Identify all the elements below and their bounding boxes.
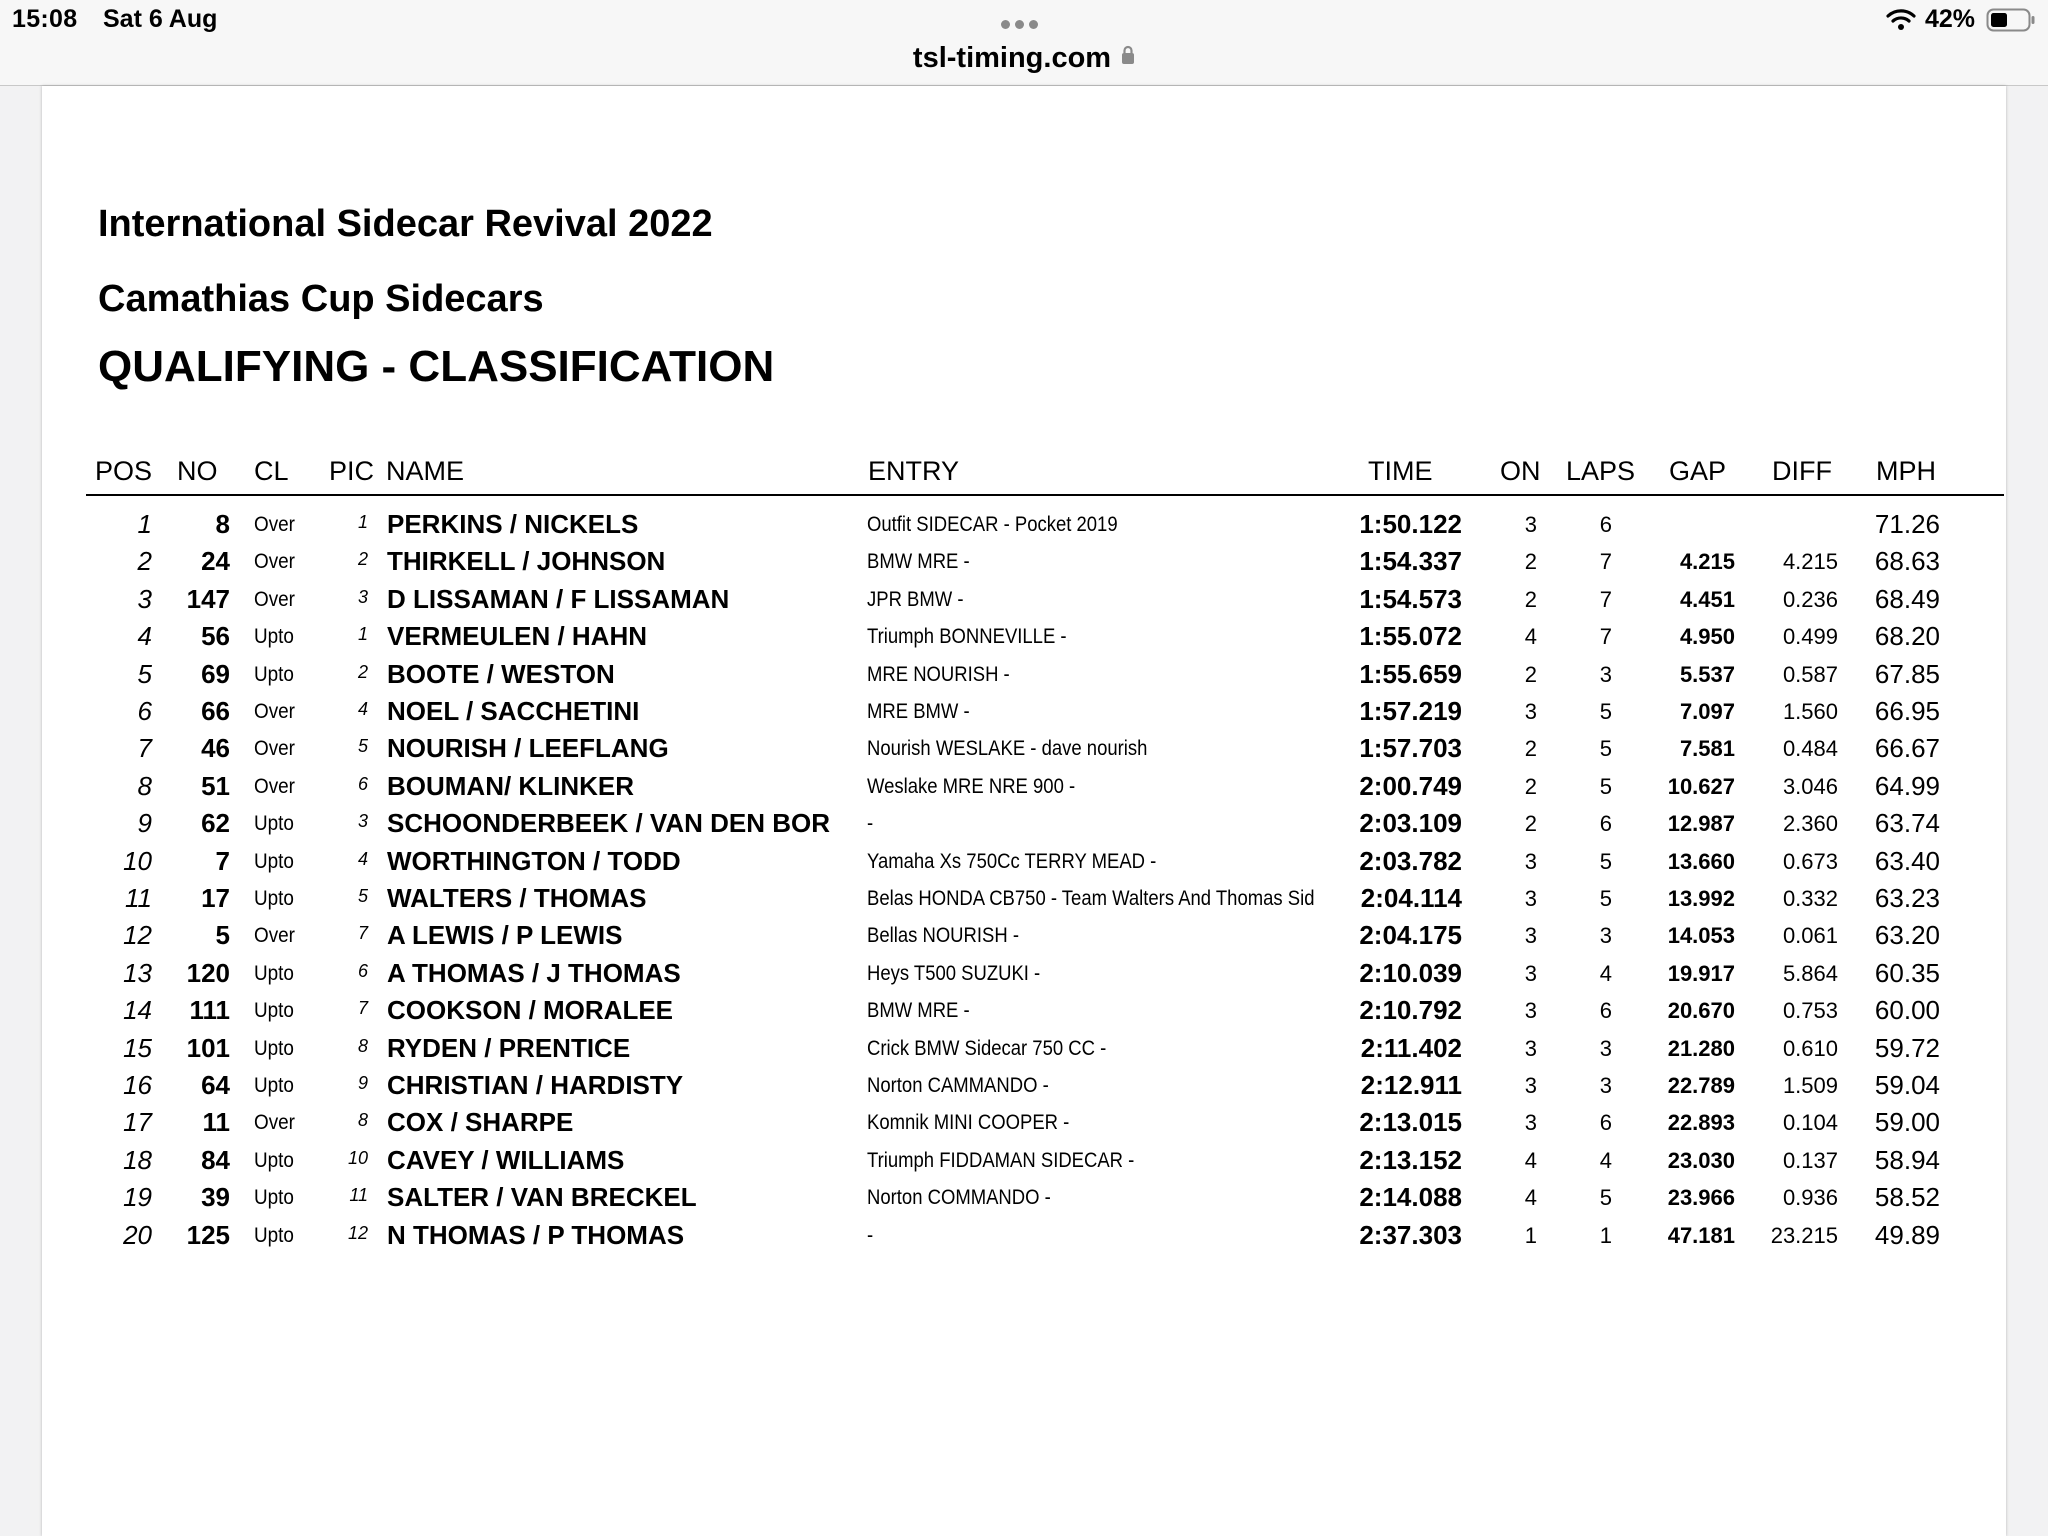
table-row <box>42 621 2006 658</box>
cell-name: BOOTE / WESTON <box>387 658 615 689</box>
cell-laps: 3 <box>1599 923 1612 949</box>
cell-on: 4 <box>1524 624 1537 650</box>
table-row <box>42 696 2006 733</box>
cell-cl: Over <box>254 700 295 723</box>
cell-cl: Upto <box>254 625 294 649</box>
cell-diff: 0.137 <box>1782 1147 1838 1173</box>
header-mph: MPH <box>1876 456 1936 486</box>
cell-pos: 6 <box>137 696 152 726</box>
cell-on: 4 <box>1524 1147 1537 1173</box>
cell-mph: 49.89 <box>1874 1219 1940 1250</box>
cell-on: 1 <box>1524 1222 1537 1248</box>
cell-gap: 4.950 <box>1679 624 1735 650</box>
cell-mph: 58.52 <box>1874 1182 1940 1213</box>
cell-diff: 3.046 <box>1782 773 1838 799</box>
cell-name: A LEWIS / P LEWIS <box>387 920 623 951</box>
cell-pos: 13 <box>123 957 152 988</box>
cell-pic: 9 <box>357 1073 368 1093</box>
header-cl: CL <box>254 456 289 486</box>
more-options-icon[interactable] <box>1001 20 1038 29</box>
cell-gap: 23.966 <box>1667 1185 1735 1211</box>
cell-gap: 19.917 <box>1667 960 1735 986</box>
cell-pos: 16 <box>123 1070 152 1100</box>
cell-name: N THOMAS / P THOMAS <box>387 1219 685 1250</box>
cell-name: NOURISH / LEEFLANG <box>387 733 669 764</box>
cell-entry: Norton CAMMANDO - <box>867 1074 1049 1097</box>
cell-time: 1:57.219 <box>1359 696 1462 726</box>
cell-diff: 0.587 <box>1782 661 1838 687</box>
cell-diff: 4.215 <box>1782 549 1838 575</box>
cell-gap: 7.581 <box>1679 736 1735 762</box>
cell-name: THIRKELL / JOHNSON <box>387 546 666 577</box>
cell-no: 69 <box>201 658 230 689</box>
cell-on: 2 <box>1524 736 1537 762</box>
table-row <box>42 1033 2006 1070</box>
cell-pos: 4 <box>137 621 152 652</box>
header-entry: ENTRY <box>868 456 960 486</box>
battery-icon <box>1986 8 2036 37</box>
cell-time: 2:04.114 <box>1360 883 1462 913</box>
cell-pic: 8 <box>357 1035 368 1056</box>
cell-pic: 12 <box>347 1222 368 1243</box>
cell-diff: 0.332 <box>1782 886 1838 911</box>
cell-cl: Over <box>254 1111 295 1135</box>
cell-mph: 60.35 <box>1874 957 1940 988</box>
cell-mph: 59.00 <box>1874 1107 1940 1138</box>
cell-pic: 8 <box>357 1110 368 1131</box>
event-title: International Sidecar Revival 2022 <box>98 203 713 245</box>
cell-diff: 0.061 <box>1782 923 1838 949</box>
cell-cl: Upto <box>254 1036 294 1060</box>
cell-on: 3 <box>1524 1073 1537 1098</box>
cell-cl: Over <box>254 587 295 611</box>
cell-cl: Upto <box>254 662 294 686</box>
cell-mph: 67.85 <box>1874 658 1940 689</box>
cell-pos: 19 <box>123 1182 152 1213</box>
cell-pos: 7 <box>137 733 152 764</box>
cell-no: 56 <box>201 621 230 652</box>
cell-diff: 0.610 <box>1782 1035 1838 1061</box>
cell-no: 7 <box>215 845 230 876</box>
cell-name: VERMEULEN / HAHN <box>387 621 648 652</box>
cell-on: 2 <box>1524 586 1537 612</box>
cell-mph: 63.40 <box>1874 845 1940 876</box>
cell-diff: 0.936 <box>1782 1185 1838 1211</box>
cell-pos: 5 <box>137 658 152 689</box>
cell-entry: Triumph FIDDAMAN SIDECAR - <box>867 1148 1135 1172</box>
cell-time: 1:57.703 <box>1359 733 1462 764</box>
cell-pic: 10 <box>347 1147 368 1168</box>
cell-mph: 60.00 <box>1874 995 1940 1026</box>
cell-name: PERKINS / NICKELS <box>387 509 639 539</box>
cell-gap: 47.181 <box>1667 1222 1735 1248</box>
cell-time: 1:54.573 <box>1359 583 1462 614</box>
cell-mph: 59.72 <box>1874 1032 1940 1063</box>
cell-name: CHRISTIAN / HARDISTY <box>387 1070 684 1100</box>
cell-time: 2:13.152 <box>1359 1144 1462 1175</box>
table-row <box>42 733 2006 770</box>
cell-laps: 6 <box>1599 1110 1612 1136</box>
cell-pic: 5 <box>357 886 368 906</box>
cell-mph: 63.74 <box>1874 808 1940 839</box>
cell-mph: 59.04 <box>1874 1070 1940 1100</box>
cell-cl: Over <box>254 513 295 536</box>
header-gap: GAP <box>1669 456 1727 486</box>
cell-time: 2:03.109 <box>1359 808 1462 839</box>
cell-diff: 0.673 <box>1782 848 1838 874</box>
table-row <box>42 883 2006 920</box>
cell-gap: 7.097 <box>1679 699 1735 724</box>
cell-gap: 5.537 <box>1679 661 1735 687</box>
cell-pos: 11 <box>125 883 152 913</box>
cell-entry: JPR BMW - <box>867 587 964 611</box>
cell-laps: 5 <box>1599 699 1612 724</box>
cell-laps: 7 <box>1599 549 1612 575</box>
cell-time: 1:54.337 <box>1359 546 1462 577</box>
cell-mph: 68.63 <box>1874 546 1940 577</box>
cell-on: 3 <box>1524 848 1537 874</box>
cell-mph: 63.23 <box>1874 883 1940 913</box>
cell-cl: Upto <box>254 1186 294 1210</box>
status-time: 15:08 <box>12 5 78 33</box>
cell-cl: Upto <box>254 999 294 1023</box>
cell-name: BOUMAN/ KLINKER <box>387 770 634 801</box>
cell-name: COOKSON / MORALEE <box>387 995 674 1026</box>
header-pic: PIC <box>329 456 375 486</box>
table-row <box>42 1070 2006 1107</box>
session-title: QUALIFYING - CLASSIFICATION <box>98 342 775 391</box>
cell-gap: 21.280 <box>1667 1035 1735 1061</box>
cell-on: 3 <box>1524 886 1537 911</box>
cell-diff: 0.484 <box>1782 736 1838 762</box>
cell-time: 1:55.072 <box>1359 621 1462 652</box>
table-row <box>42 920 2006 957</box>
cell-name: NOEL / SACCHETINI <box>387 696 640 726</box>
cell-pos: 8 <box>137 770 152 801</box>
cell-diff: 0.499 <box>1782 624 1838 650</box>
cell-diff: 23.215 <box>1770 1222 1838 1248</box>
cell-diff: 2.360 <box>1782 811 1838 837</box>
header-divider <box>86 494 2004 496</box>
table-row <box>42 584 2006 621</box>
cell-pos: 17 <box>123 1107 152 1138</box>
cell-entry: - <box>867 812 874 836</box>
cell-diff: 0.236 <box>1782 586 1838 612</box>
cell-laps: 1 <box>1599 1222 1612 1248</box>
cell-diff: 1.509 <box>1782 1073 1838 1098</box>
cell-laps: 5 <box>1599 773 1612 799</box>
document-page <box>42 86 2006 1536</box>
cell-laps: 7 <box>1599 624 1612 650</box>
status-date: Sat 6 Aug <box>103 5 218 33</box>
cell-no: 8 <box>215 509 230 539</box>
cell-entry: BMW MRE - <box>867 550 970 574</box>
address-bar[interactable] <box>0 42 2048 75</box>
cell-diff: 0.753 <box>1782 998 1838 1024</box>
cell-time: 1:50.122 <box>1359 509 1462 539</box>
cell-no: 11 <box>202 1107 230 1138</box>
cell-no: 101 <box>186 1032 230 1063</box>
cell-pic: 5 <box>357 736 368 757</box>
cell-entry: Nourish WESLAKE - dave nourish <box>867 737 1148 761</box>
header-diff: DIFF <box>1772 456 1832 486</box>
cell-time: 2:10.792 <box>1359 995 1462 1026</box>
cell-cl: Over <box>254 737 295 761</box>
cell-cl: Over <box>254 774 295 798</box>
cell-diff: 1.560 <box>1782 699 1838 724</box>
header-time: TIME <box>1368 456 1433 486</box>
table-row <box>42 995 2006 1032</box>
cell-pic: 1 <box>357 624 368 645</box>
cell-mph: 58.94 <box>1874 1144 1940 1175</box>
table-row <box>42 1107 2006 1144</box>
cell-name: COX / SHARPE <box>387 1107 574 1138</box>
cell-time: 2:10.039 <box>1359 957 1462 988</box>
cell-pic: 6 <box>357 960 368 981</box>
cell-laps: 5 <box>1599 886 1612 911</box>
table-header <box>42 456 2006 496</box>
table-row <box>42 1220 2006 1257</box>
cell-gap: 22.789 <box>1667 1073 1735 1098</box>
cell-diff: 0.104 <box>1782 1110 1838 1136</box>
cell-pic: 1 <box>357 512 368 532</box>
header-name: NAME <box>386 456 465 486</box>
cell-laps: 6 <box>1599 998 1612 1024</box>
cell-pos: 18 <box>123 1144 152 1175</box>
cell-time: 2:37.303 <box>1359 1219 1462 1250</box>
header-pos: POS <box>95 456 153 486</box>
cell-laps: 4 <box>1599 960 1612 986</box>
cell-laps: 3 <box>1599 1035 1612 1061</box>
cell-entry: BMW MRE - <box>867 999 970 1023</box>
cell-no: 64 <box>201 1070 230 1100</box>
cell-entry: Triumph BONNEVILLE - <box>867 625 1067 649</box>
cell-diff: 5.864 <box>1782 960 1838 986</box>
cell-pos: 20 <box>123 1219 152 1250</box>
cell-pos: 10 <box>123 845 152 876</box>
table-row <box>42 771 2006 808</box>
cell-name: RYDEN / PRENTICE <box>387 1032 631 1063</box>
cell-entry: Crick BMW Sidecar 750 CC - <box>867 1036 1107 1060</box>
wifi-icon <box>1886 8 1916 35</box>
cell-gap: 4.451 <box>1679 586 1735 612</box>
cell-on: 3 <box>1524 1035 1537 1061</box>
cell-on: 3 <box>1524 512 1537 537</box>
cell-entry: Bellas NOURISH - <box>867 924 1019 948</box>
cell-pos: 15 <box>123 1032 152 1063</box>
lock-icon <box>1121 40 1135 73</box>
table-row <box>42 546 2006 583</box>
cell-entry: Komnik MINI COOPER - <box>867 1111 1070 1135</box>
cell-time: 2:03.782 <box>1359 845 1462 876</box>
battery-percentage: 42% <box>1925 5 1976 33</box>
table-row <box>42 1145 2006 1182</box>
cell-gap: 10.627 <box>1667 773 1735 799</box>
cell-entry: Yamaha Xs 750Cc TERRY MEAD - <box>867 849 1157 873</box>
cell-entry: Norton COMMANDO - <box>867 1186 1051 1210</box>
cell-mph: 71.26 <box>1874 509 1940 539</box>
cell-pic: 11 <box>349 1185 368 1206</box>
cell-cl: Upto <box>254 887 294 910</box>
table-row <box>42 958 2006 995</box>
cell-name: D LISSAMAN / F LISSAMAN <box>387 583 730 614</box>
cell-cl: Upto <box>254 849 294 873</box>
cell-no: 39 <box>201 1182 230 1213</box>
cell-pos: 1 <box>137 509 152 539</box>
cell-cl: Over <box>254 924 295 948</box>
cell-laps: 3 <box>1599 661 1612 687</box>
cell-mph: 68.49 <box>1874 583 1940 614</box>
cell-no: 125 <box>186 1219 230 1250</box>
table-row <box>42 659 2006 696</box>
cell-name: WALTERS / THOMAS <box>387 883 647 913</box>
cell-mph: 66.67 <box>1874 733 1940 764</box>
cell-on: 3 <box>1524 1110 1537 1136</box>
cell-cl: Upto <box>254 1148 294 1172</box>
cell-no: 51 <box>201 770 230 801</box>
cell-name: SCHOONDERBEEK / VAN DEN BOR <box>387 808 831 839</box>
cell-pos: 14 <box>123 995 152 1026</box>
cell-on: 3 <box>1524 998 1537 1024</box>
cell-entry: Weslake MRE NRE 900 - <box>867 774 1076 798</box>
cell-no: 46 <box>201 733 230 764</box>
cell-pos: 3 <box>137 583 152 614</box>
cell-time: 1:55.659 <box>1359 658 1462 689</box>
cell-entry: MRE NOURISH - <box>867 662 1010 686</box>
cell-time: 2:04.175 <box>1359 920 1462 951</box>
cell-cl: Upto <box>254 812 294 836</box>
cell-entry: Heys T500 SUZUKI - <box>867 961 1041 985</box>
cell-gap: 20.670 <box>1667 998 1735 1024</box>
cell-on: 2 <box>1524 811 1537 837</box>
cell-gap: 4.215 <box>1679 549 1735 575</box>
cell-gap: 23.030 <box>1667 1147 1735 1173</box>
results-table <box>42 456 2006 496</box>
cell-laps: 5 <box>1599 1185 1612 1211</box>
cell-pos: 9 <box>137 808 152 839</box>
cell-entry: MRE BMW - <box>867 700 970 723</box>
cell-no: 111 <box>189 995 230 1026</box>
cell-name: SALTER / VAN BRECKEL <box>387 1182 697 1213</box>
cell-mph: 66.95 <box>1874 696 1940 726</box>
cell-name: CAVEY / WILLIAMS <box>387 1144 625 1175</box>
cell-gap: 13.660 <box>1667 848 1735 874</box>
cell-laps: 7 <box>1599 586 1612 612</box>
cell-on: 2 <box>1524 773 1537 799</box>
cell-no: 84 <box>201 1144 230 1175</box>
cell-pic: 3 <box>357 586 368 607</box>
cell-cl: Upto <box>254 1223 294 1247</box>
class-title: Camathias Cup Sidecars <box>98 278 544 320</box>
status-and-address-bar <box>0 0 2048 86</box>
header-laps: LAPS <box>1566 456 1636 486</box>
cell-laps: 3 <box>1599 1073 1612 1098</box>
table-row <box>42 846 2006 883</box>
header-no: NO <box>177 456 218 486</box>
cell-cl: Over <box>254 550 295 574</box>
cell-gap: 22.893 <box>1667 1110 1735 1136</box>
cell-pos: 12 <box>123 920 152 951</box>
cell-pic: 2 <box>357 549 368 570</box>
cell-pic: 6 <box>357 773 368 794</box>
cell-time: 2:13.015 <box>1359 1107 1462 1138</box>
table-row <box>42 808 2006 845</box>
cell-on: 2 <box>1524 549 1537 575</box>
cell-gap: 12.987 <box>1667 811 1735 837</box>
table-row <box>42 509 2006 546</box>
cell-no: 120 <box>186 957 230 988</box>
cell-on: 2 <box>1524 661 1537 687</box>
cell-no: 5 <box>215 920 230 951</box>
cell-entry: - <box>867 1223 874 1247</box>
cell-cl: Upto <box>254 961 294 985</box>
cell-mph: 68.20 <box>1874 621 1940 652</box>
cell-cl: Upto <box>254 1074 294 1097</box>
cell-time: 2:12.911 <box>1360 1070 1462 1100</box>
cell-mph: 64.99 <box>1874 770 1940 801</box>
cell-pic: 4 <box>357 699 368 719</box>
cell-laps: 5 <box>1599 736 1612 762</box>
cell-time: 2:14.088 <box>1359 1182 1462 1213</box>
cell-laps: 4 <box>1599 1147 1612 1173</box>
url-text: tsl-timing.com <box>912 42 1112 74</box>
cell-pic: 3 <box>357 811 368 832</box>
cell-gap: 14.053 <box>1667 923 1735 949</box>
cell-pos: 2 <box>137 546 152 577</box>
cell-on: 3 <box>1524 923 1537 949</box>
cell-name: A THOMAS / J THOMAS <box>387 957 681 988</box>
cell-on: 4 <box>1524 1185 1537 1211</box>
cell-no: 66 <box>201 696 230 726</box>
cell-pic: 4 <box>357 848 368 869</box>
cell-no: 17 <box>201 883 230 913</box>
cell-laps: 6 <box>1599 811 1612 837</box>
cell-no: 24 <box>201 546 230 577</box>
cell-mph: 63.20 <box>1874 920 1940 951</box>
cell-entry: Belas HONDA CB750 - Team Walters And Thomas Sid <box>867 887 1315 910</box>
cell-on: 3 <box>1524 960 1537 986</box>
cell-time: 2:11.402 <box>1360 1032 1462 1063</box>
cell-name: WORTHINGTON / TODD <box>387 845 681 876</box>
cell-no: 147 <box>186 583 230 614</box>
cell-laps: 6 <box>1599 512 1612 537</box>
header-on: ON <box>1500 456 1541 486</box>
cell-no: 62 <box>201 808 230 839</box>
cell-on: 3 <box>1524 699 1537 724</box>
cell-laps: 5 <box>1599 848 1612 874</box>
cell-time: 2:00.749 <box>1359 770 1462 801</box>
table-row <box>42 1182 2006 1219</box>
cell-pic: 2 <box>357 661 368 682</box>
cell-pic: 7 <box>357 998 368 1019</box>
cell-gap: 13.992 <box>1667 886 1735 911</box>
cell-entry: Outfit SIDECAR - Pocket 2019 <box>867 513 1118 536</box>
cell-pic: 7 <box>357 923 368 944</box>
